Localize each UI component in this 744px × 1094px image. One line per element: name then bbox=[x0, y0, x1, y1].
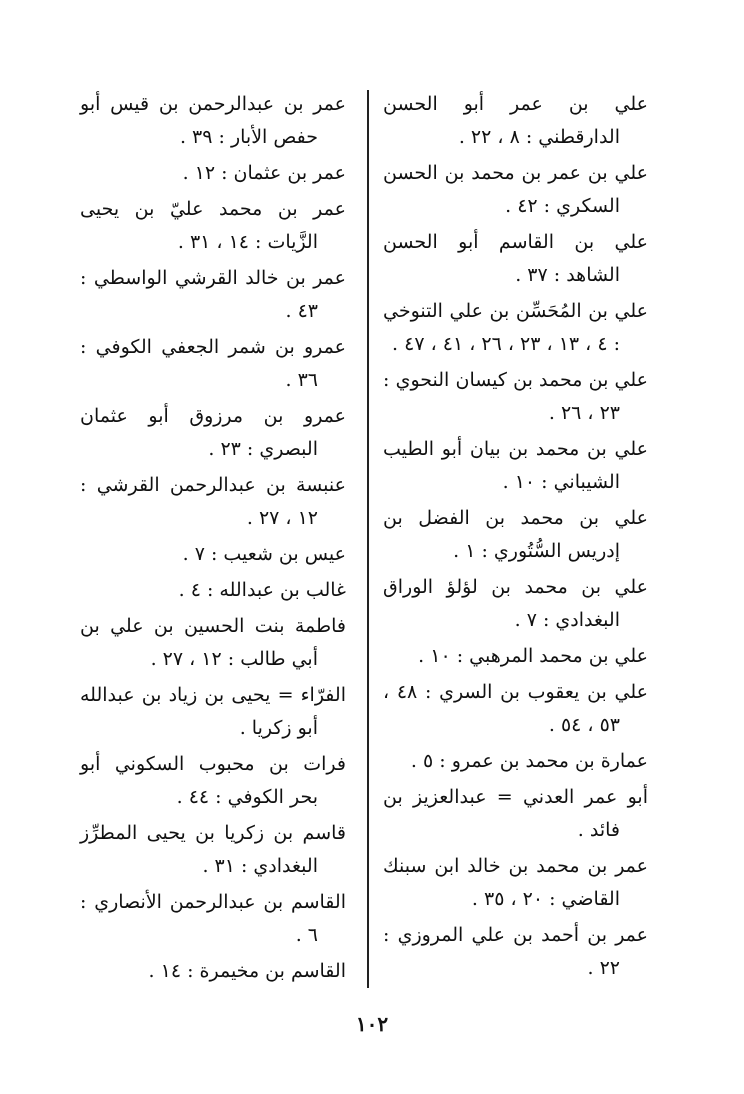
index-entry: فاطمة بنت الحسين بن علي بن أبي طالب : ١٢ ، ٢٧ . bbox=[80, 615, 346, 670]
index-entry: علي بن محمد بن كيسان النحوي : ٢٣ ، ٢٦ . bbox=[383, 369, 648, 424]
index-entry: علي بن عمر أبو الحسن الدارقطني : ٨ ، ٢٢ . bbox=[383, 93, 648, 148]
index-entry: عمر بن عبدالرحمن بن قيس أبو حفص الأبار : ٣٩ . bbox=[80, 93, 346, 148]
column-divider bbox=[367, 90, 369, 988]
index-entry: فرات بن محبوب السكوني أبو بحر الكوفي : ٤٤ . bbox=[80, 753, 346, 808]
index-entry: علي بن يعقوب بن السري : ٤٨ ، ٥٣ ، ٥٤ . bbox=[383, 681, 649, 736]
index-entry: علي بن القاسم أبو الحسن الشاهد : ٣٧ . bbox=[383, 231, 648, 286]
index-entry: علي بن محمد بن لؤلؤ الوراق البغدادي : ٧ . bbox=[383, 576, 648, 631]
index-entry: عمرو بن مرزوق أبو عثمان البصري : ٢٣ . bbox=[80, 405, 346, 460]
index-entry: القاسم بن عبدالرحمن الأنصاري : ٦ . bbox=[80, 891, 346, 946]
index-entry: القاسم بن مخيمرة : ١٤ . bbox=[148, 960, 346, 982]
index-entry: عمر بن عثمان : ١٢ . bbox=[182, 162, 346, 184]
index-entry: عيس بن شعيب : ٧ . bbox=[182, 543, 346, 565]
left-column bbox=[80, 88, 346, 991]
index-entry: عمارة بن محمد بن عمرو : ٥ . bbox=[410, 750, 648, 772]
index-entry: الفرّاء = يحيى بن زياد بن عبدالله أبو زكريا . bbox=[80, 684, 346, 739]
right-column bbox=[383, 88, 648, 988]
index-entry: قاسم بن زكريا بن يحيى المطرِّز البغدادي : ٣١ . bbox=[80, 822, 346, 877]
index-entry: علي بن محمد بن الفضل بن إدريس السُّتُوري : ١ . bbox=[383, 507, 648, 562]
page-number: ١٠٢ bbox=[355, 1012, 389, 1036]
index-entry: علي بن محمد المرهبي : ١٠ . bbox=[418, 645, 648, 667]
index-entry: علي بن محمد بن بيان أبو الطيب الشيباني : ١٠ . bbox=[383, 438, 648, 493]
index-entry: علي بن المُحَسِّن بن علي التنوخي : ٤ ، ١٣ ، ٢٣ ، ٢٦ ، ٤١ ، ٤٧ . bbox=[383, 300, 648, 355]
index-entry: أبو عمر العدني = عبدالعزيز بن فائد . bbox=[383, 786, 648, 841]
index-entry: عمر بن أحمد بن علي المروزي : ٢٢ . bbox=[383, 924, 648, 979]
index-entry: عمر بن خالد القرشي الواسطي : ٤٣ . bbox=[80, 267, 346, 322]
index-entry: عمرو بن شمر الجعفي الكوفي : ٣٦ . bbox=[80, 336, 346, 391]
index-entry: علي بن عمر بن محمد بن الحسن السكري : ٤٢ . bbox=[383, 162, 648, 217]
index-entry: عمر بن محمد عليّ بن يحيى الزَّيات : ١٤ ، ٣١ . bbox=[80, 198, 346, 253]
index-entry: عمر بن محمد بن خالد ابن سبنك القاضي : ٢٠ ، ٣٥ . bbox=[383, 855, 648, 910]
index-entry: غالب بن عبدالله : ٤ . bbox=[178, 579, 346, 601]
index-entry: عنبسة بن عبدالرحمن القرشي : ١٢ ، ٢٧ . bbox=[80, 474, 346, 529]
